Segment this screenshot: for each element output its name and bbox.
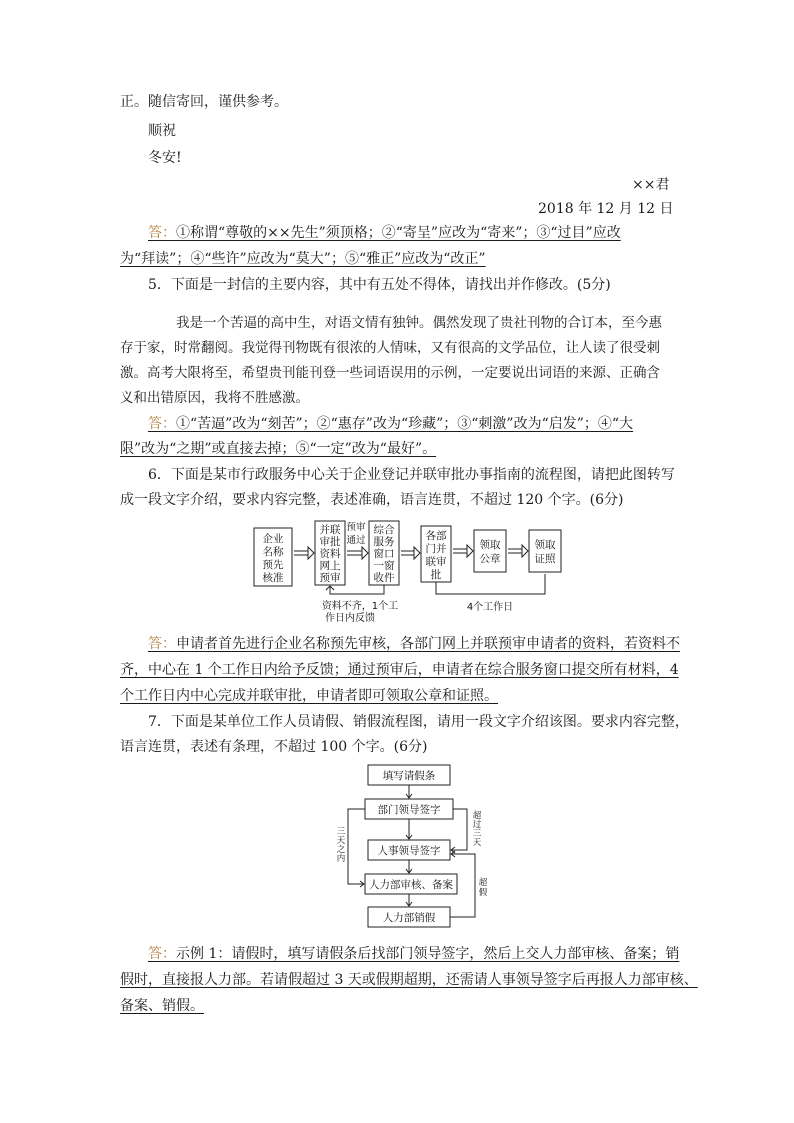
flow-text: 并联 — [319, 524, 341, 536]
letter-closing-2: 冬安! — [148, 150, 182, 166]
q5-answer-line1 — [148, 414, 633, 434]
flow-text: 服务 — [373, 536, 395, 548]
letter-end-line: 正。随信寄回，谨供参考。 — [120, 94, 288, 110]
q7-flowchart — [330, 762, 500, 932]
flow-text: 预先 — [262, 559, 284, 571]
leave-step-label: 填写请假条 — [382, 770, 436, 782]
q7-answer-line1 — [148, 944, 679, 964]
flow-feedback-label: 资料不齐，1个工 — [321, 601, 399, 612]
leave-label-right: 过 — [472, 820, 482, 830]
q6-flowchart — [250, 518, 570, 624]
leave-label-overdue: 假 — [478, 888, 488, 898]
q7-stem-line1: 7．下面是某单位工作人员请假、销假流程图，请用一段文字介绍该图。要求内容完整， — [148, 714, 689, 730]
flow-box-license — [529, 530, 561, 572]
leave-label-left: 内 — [336, 854, 346, 864]
flow-text: 审批 — [319, 536, 341, 548]
flow-text: 一窗 — [373, 560, 395, 572]
answer-tag: 答： — [148, 946, 176, 962]
q5-answer-line2: 限”改为“之期”或直接去掉；⑤“一定”改为“最好”。 — [120, 441, 437, 457]
answer-tag: 答： — [148, 416, 176, 432]
q5-letter-line: 激。高考大限将至，希望贵刊能刊登一些词语误用的示例，一定要说出词语的来源、正确含 — [120, 365, 660, 381]
flow-text: 资料 — [319, 548, 341, 560]
answer4-line1 — [148, 223, 621, 243]
flow-text: 窗口 — [373, 548, 395, 560]
flow-feedback-label: 作日内反馈 — [325, 613, 375, 624]
flow-days-bracket — [436, 574, 545, 594]
flow-days-label: 4个工作日 — [466, 602, 514, 613]
leave-step-label: 人事领导签字 — [377, 845, 441, 857]
q5-letter-line: 我是一个苦逼的高中生，对语文情有独钟。偶然发现了贵社刊物的合订本，至今惠 — [176, 315, 662, 331]
answer-text: ①称谓“尊敬的××先生”须顶格；②“寄呈”应改为“寄来”；③“过目”应改 — [176, 225, 621, 241]
flow-text: 通过 — [346, 535, 366, 546]
flow-text: 联审 — [425, 556, 447, 568]
leave-label-overdue: 超 — [478, 878, 488, 888]
leave-path-right — [452, 809, 467, 850]
q6-answer-line2: 齐，中心在 1 个工作日内给予反馈；通过预审后，申请者在综合服务窗口提交所有材料，4 — [120, 662, 679, 678]
flow-text: 收件 — [373, 572, 395, 584]
flow-text: 网上 — [319, 560, 341, 572]
flow-box-seal — [474, 530, 506, 572]
answer-text: 示例 1：请假时，填写请假条后找部门领导签字，然后上交人力部审核、备案；销 — [176, 946, 680, 962]
answer-text: 申请者首先进行企业名称预先审核，各部门网上并联预审申请者的资料，若资料不 — [176, 636, 680, 652]
q5-letter-line: 存于家，时常翻阅。我觉得刊物既有很浓的人情味，又有很高的文学品位，让人读了很受刺 — [120, 340, 660, 356]
flow-feedback-line — [330, 585, 384, 594]
flow-text: 预审 — [319, 572, 341, 584]
flow-text: 名称 — [262, 546, 284, 558]
answer-tag: 答： — [148, 225, 176, 241]
flow-text: 公章 — [479, 553, 501, 565]
answer-text: ①“苦逼”改为“刻苦”；②“惠存”改为“珍藏”；③“刺激”改为“启发”；④“大 — [176, 416, 634, 432]
q7-stem-line2: 语言连贯，表述有条理，不超过 100 个字。(6分) — [120, 739, 428, 755]
leave-label-left: 三 — [336, 827, 346, 837]
answer4-line2: 为“拜读”；④“些许”应改为“莫大”；⑤“雅正”应改为“改正” — [120, 251, 486, 267]
flow-text: 领取 — [479, 539, 501, 551]
q6-stem-line2: 成一段文字介绍，要求内容完整，表述准确，语言连贯，不超过 120 个字。(6分) — [120, 492, 624, 508]
leave-step-label: 人力部审核、备案 — [369, 879, 453, 891]
q6-stem-line1: 6．下面是某市行政服务中心关于企业登记并联审批办事指南的流程图，请把此图转写 — [148, 467, 675, 483]
q6-answer-line1 — [148, 634, 680, 654]
leave-label-right: 三 — [472, 829, 482, 839]
leave-step-label: 人力部销假 — [382, 912, 436, 924]
flow-text: 领取 — [534, 539, 556, 551]
leave-path-left — [348, 809, 365, 884]
flow-labels — [263, 521, 556, 624]
letter-signature: ××君 — [632, 177, 670, 193]
flow-text: 批 — [430, 569, 442, 581]
letter-closing-1: 顺祝 — [148, 123, 176, 139]
leave-label-right: 天 — [472, 838, 482, 848]
flow-text: 证照 — [534, 553, 556, 565]
q5-letter-line: 义和出错原因，我将不胜感激。 — [120, 390, 309, 406]
q5-stem: 5．下面是一封信的主要内容，其中有五处不得体，请找出并作修改。(5分) — [148, 277, 611, 293]
q7-answer-line2: 假时，直接报人力部。若请假超过 3 天或假期超期，还需请人事领导签字后再报人力部审核、 — [120, 972, 698, 988]
flow-text: 各部 — [425, 530, 447, 542]
flow-text: 企业 — [262, 533, 284, 545]
leave-label-left: 之 — [336, 845, 346, 855]
leave-step-label: 部门领导签字 — [377, 804, 441, 816]
answer-tag: 答： — [148, 636, 176, 652]
flow-text: 综合 — [373, 524, 395, 536]
q6-answer-line3: 个工作日内中心完成并联审批，申请者即可领取公章和证照。 — [120, 688, 498, 704]
flow-text: 预审 — [346, 522, 366, 533]
leave-label-right: 超 — [472, 811, 482, 821]
leave-label-left: 天 — [336, 836, 346, 846]
flow-text: 门并 — [425, 543, 447, 555]
q7-answer-line3: 备案、销假。 — [120, 998, 204, 1014]
flow-text: 核准 — [262, 572, 284, 584]
letter-date: 2018 年 12 月 12 日 — [538, 201, 674, 217]
